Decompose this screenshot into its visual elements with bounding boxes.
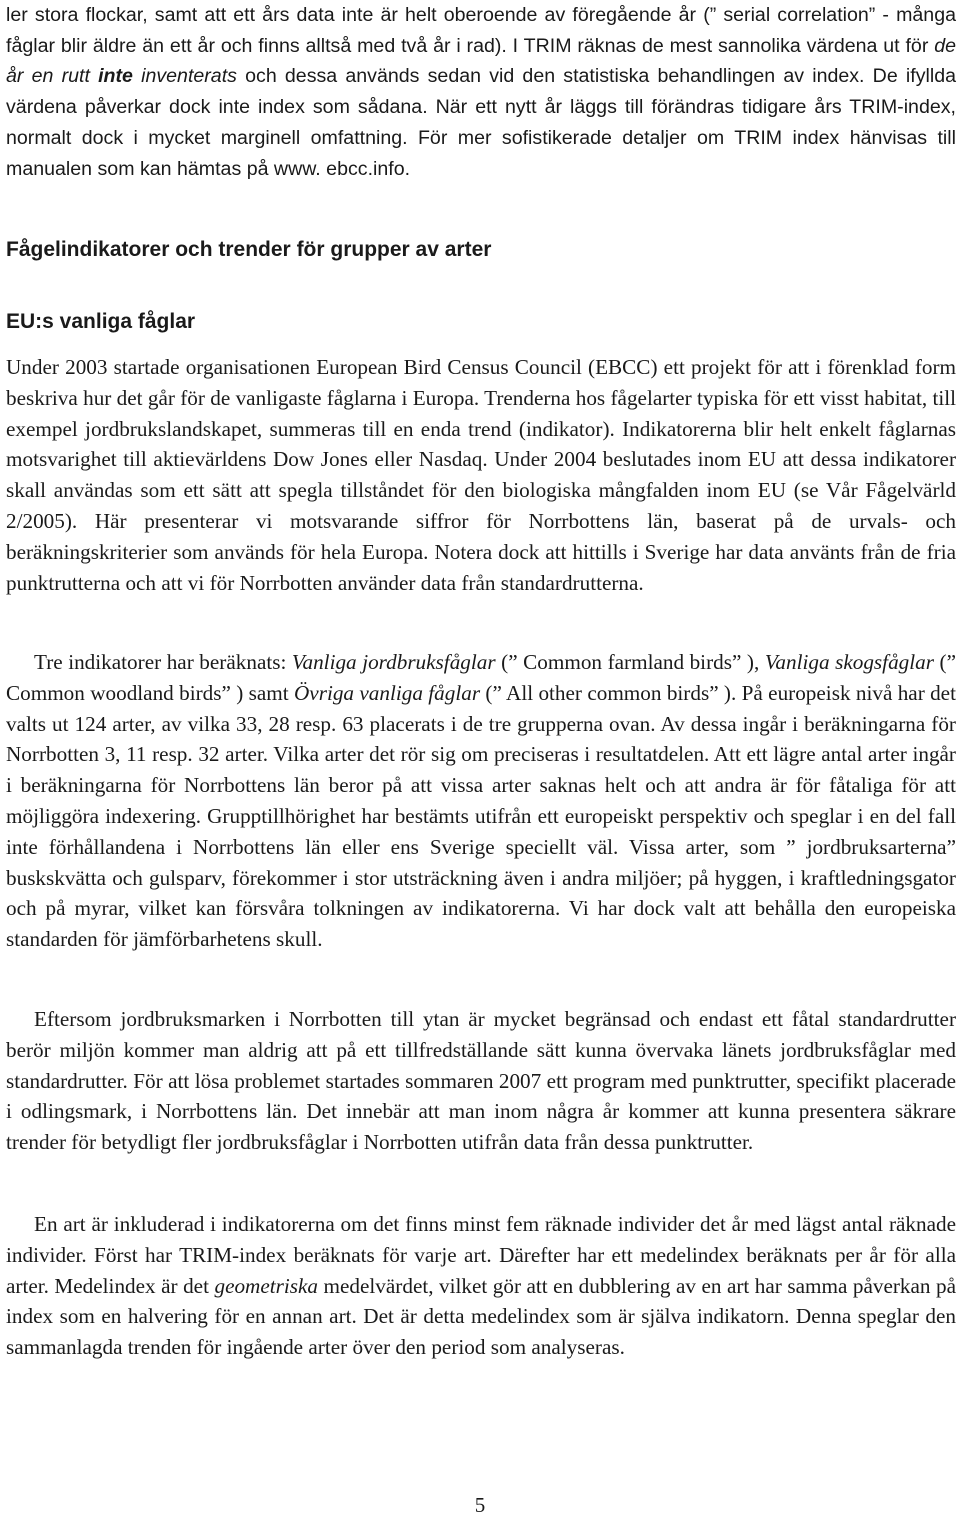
body-paragraph-2 (6, 647, 956, 955)
body-paragraph-3: Eftersom jordbruksmarken i Norrbotten till ytan är mycket begränsad och endast ett fåtal standardrutter berör miljön kommer man aldrig att på ett tillfredställande sätt kunna övervaka länets jordbruksfåglar med standardrutter. För att lösa problemet startades sommaren 2007 ett program med punktrutter, specifikt placerade i odlingsmark, i Norrbottens län. Det innebär att man inom några år kommer att kunna presentera säkrare trender för betydligt fler jordbruksfåglar i Norrbotten utifrån data från dessa punktrutter. (6, 1007, 956, 1155)
para4-emphasis-a: geometriska (214, 1273, 319, 1298)
para4-text-a: En art är inkluderad i indikatorerna om det finns minst fem räknade individer det år med lägst antal räknade individer. Först har TRIM-index beräknats för varje art. Därefter har ett medelindex beräknats per år för alla arter. Medelindex är det (6, 1212, 956, 1298)
intro-emphasis-1: de år en rutt (6, 34, 956, 88)
body-paragraph-1: Under 2003 startade organisationen European Bird Census Council (EBCC) ett projekt för att i förenklad form beskriva hur det går för de vanligaste fåglarna i Europa. Trenderna hos fågelarter typiska för ett visst habitat, till exempel jordbrukslandskapet, summeras till en enda trend (indikator). Indikatorerna blir helt enkelt fåglarnas motsvarighet till aktievärldens Dow Jones eller Nasdaq. Under 2004 beslutades inom EU att dessa indikatorer skall användas som ett sätt att spegla tillståndet för den biologiska mångfalden inom EU (se Vår Fågelvärld 2/2005). Här presenterar vi motsvarande siffror för Norrbottens län, baserat på de urvals- och beräkningskriterier som används för hela Europa. Notera dock att hittills i Sverige har data använts från de fria punktrutterna och att vi för Norrbotten använder data från standardrutterna. (6, 355, 956, 595)
intro-strong-emphasis: inte (98, 65, 133, 88)
section-heading: Fågelindikatorer och trender för grupper av arter (6, 238, 492, 261)
intro-paragraph (6, 0, 956, 184)
body-paragraph-4 (6, 1209, 956, 1363)
para2-text-c: (” Common woodland birds” ) samt (6, 650, 956, 705)
subsection-heading: EU:s vanliga fåglar (6, 310, 196, 333)
intro-text-1: ler stora flockar, samt att ett års data inte är helt oberoende av föregående år (” serial correlation” - många fåglar blir äldre än ett år och finns alltså med två år i rad). I TRIM räknas de mest sannolika värdena ut för (6, 4, 956, 57)
para2-text-b: (” Common farmland birds” ), (495, 650, 765, 674)
para2-text-d: (” All other common birds” ). På europeisk nivå har det valts ut 124 arter, av vilka 33, 28 resp. 63 placerats i de tre grupperna ovan. Av dessa ingår i beräkningarna för Norrbotten 3, 11 resp. 32 arter. Vilka arter det rör sig om preciseras i resultatdelen. Att ett lägre antal arter ingår i beräkningarna för Norrbottens län beror på att vissa arter saknas helt och att andra är för fåtaliga för att möjliggöra indexering. Grupptillhörighet har bestämts utifrån ett europeiskt perspektiv och speglar i en del fall inte förhållandena i Norrbottens län eller ens Sverige speciellt väl. Vissa arter, som ” jordbruksarterna” buskskvätta och gulsparv, förekommer i stor utsträckning även i andra miljöer; på hyggen, i kraftledningsgator och på myrar, vilket kan försvåra tolkningen av indikatorerna. Vi har dock valt att behålla den europeiska standarden för jämförbarhetens skull. (6, 680, 956, 952)
para2-text-a: Tre indikatorer har beräknats: (34, 650, 292, 674)
para2-emphasis-a: Vanliga jordbruksfåglar (291, 650, 496, 674)
intro-emphasis-2: inventerats (132, 65, 237, 88)
intro-text-2: och dessa används sedan vid den statistiska behandlingen av index. De ifyllda värdena påverkar dock inte index som sådana. När ett nytt år läggs till förändras tidigare års TRIM-index, normalt dock i mycket marginell omfattning. För mer sofistikerade detaljer om TRIM index hänvisas till manualen som kan hämtas på www. ebcc.info. (6, 65, 956, 180)
para2-emphasis-b: Vanliga skogsfåglar (764, 650, 934, 674)
para4-text-b: medelvärdet, vilket gör att en dubblering av en art har samma påverkan på index som en halvering för en annan art. Det är detta medelindex som är själva indikatorn. Denna speglar den sammanlagda trenden för ingående arter över den period som analyseras. (6, 1273, 956, 1360)
page-number: 5 (474, 1493, 486, 1517)
para2-emphasis-c: Övriga vanliga fåglar (294, 680, 481, 705)
